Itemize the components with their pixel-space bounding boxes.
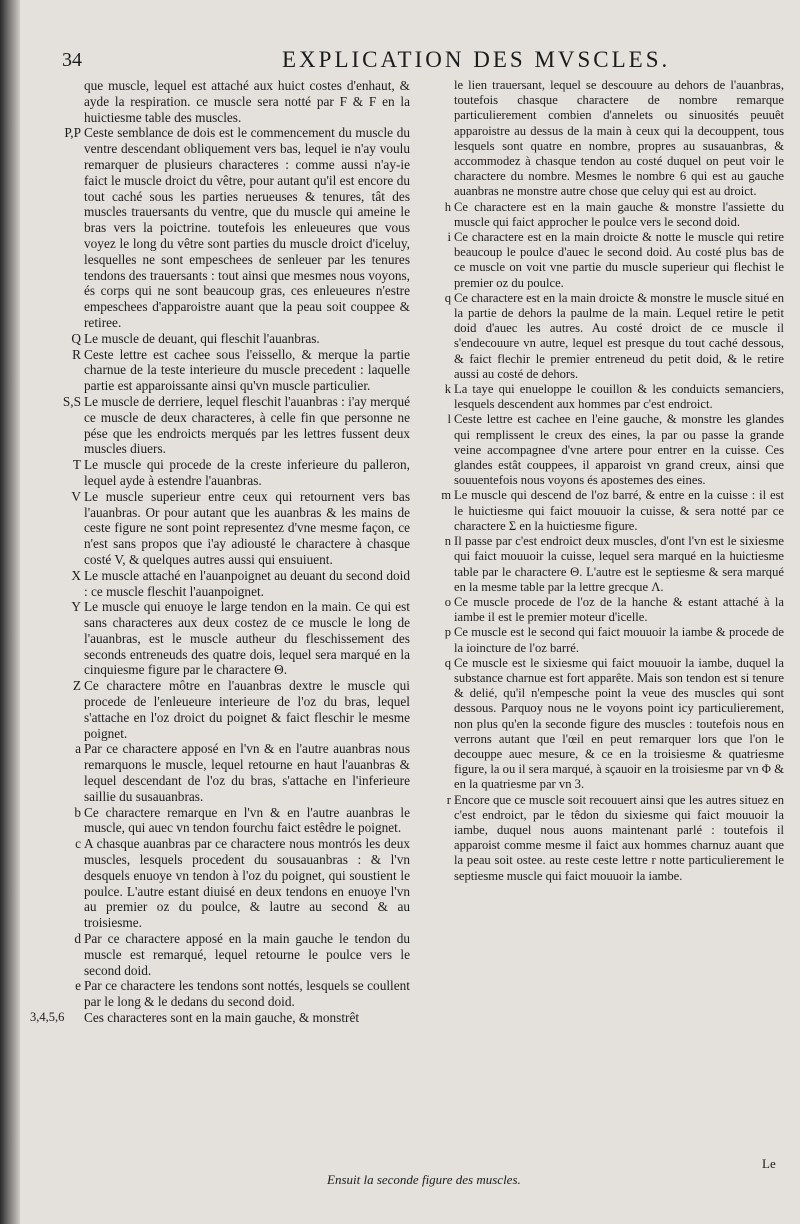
legend-entry — [422, 230, 784, 291]
entry-text: Le muscle qui enuoye le large tendon en la main. Ce qui est sans characteres aux deux costez de ce muscle le long de l'auanbras, est le muscle autheur du fleschissement des seconds entreneuds des quatre dois, lequel sera marqué en la cinquiesme figure par le charactere Θ. — [84, 599, 410, 678]
entry-marker: c — [75, 836, 81, 852]
entry-text: A chasque auanbras par ce charactere nous montrós les deux muscles, lesquels procedent du sousauanbras : & l'vn desquels enuoye vn tendon à l'oz du poignet, qui soustient le poulce. L'autre estant diuisé en deux tendons en enuoye l'vn au premier oz du poulce, & lautre au second & au troisiesme. — [84, 836, 410, 931]
entry-text: le lien trauersant, lequel se descouure au dehors de l'auanbras, toutefois chasque charactere de nombre remarque particulierement combien d'annelets ou sinuosités peuuêt apparoistre au dessus de la main à ceux qui la decouppent, tous lesquels sont quatre en nombre, propres au susauanbras, & accommodez à chasque tendon au costé duquel on peut voir le charactere du nombre. Mesmes le nombre 6 qui est au gauche auanbras ne monstre autre chose que celuy qui est au droict. — [454, 78, 784, 199]
legend-entry — [422, 793, 784, 884]
entry-text: Ce charactere est en la main gauche & monstre l'assiette du muscle qui faict approcher le poulce vers le second doid. — [454, 199, 784, 229]
legend-entry — [30, 347, 410, 394]
legend-entry — [422, 488, 784, 534]
legend-entry — [30, 599, 410, 678]
legend-entry — [422, 595, 784, 625]
entry-marker: q — [444, 655, 451, 670]
entry-text: Le muscle de derriere, lequel fleschit l'auanbras : i'ay merqué ce muscle de deux characteres, à celle fin que personne ne pése que les endroicts merqués par les lettres fussent deux muscles diuers. — [84, 393, 410, 457]
entry-marker: m — [441, 488, 451, 503]
legend-entry — [30, 331, 410, 347]
entry-marker — [422, 78, 454, 200]
page-header — [20, 47, 800, 77]
entry-marker: l — [447, 412, 451, 427]
entry-text: Le muscle qui procede de la creste inferieure du palleron, lequel ayde à estendre l'auanbras. — [84, 457, 410, 488]
entry-text: Ces characteres sont en la main gauche, & monstrêt — [84, 1010, 360, 1026]
entry-text: Ce muscle est le sixiesme qui faict mouuoir la iambe, duquel la substance charnue est fort apparête. Mais son tendon est si tenure & delié, qu'il n'empesche point la veue des muscles qui sont dessous. Parquoy nous ne le voyons point icy particulierement, non plus qu'en la seconde figure des muscles : toutefois nous en verrons autant que l'œil en peut remarquer lors que l'on le decouppe auec mesure, & ce en la troisiesme & quatriesme figure, la ou il sera marqué, à sçauoir en la troisiesme par vn Φ & en la quatriesme par vn 3. — [454, 655, 784, 792]
running-title: EXPLICATION DES MVSCLES. — [282, 47, 671, 72]
legend-entry — [30, 489, 410, 568]
entry-text: Ce charactere môtre en l'auanbras dextre le muscle qui procede de l'enleueure interieure de l'oz du bras, lequel s'attache en l'oz droict du poignet & faict fleschir le mesme poignet. — [84, 678, 410, 741]
entry-marker: 3,4,5,6 — [30, 1010, 65, 1025]
legend-entry — [422, 656, 784, 793]
entry-marker: e — [75, 978, 81, 994]
legend-entry — [422, 291, 784, 382]
entry-text: Ce muscle procede de l'oz de la hanche & estant attaché à la iambe il est le premier moteur d'icelle. — [454, 594, 784, 625]
entry-marker: T — [72, 457, 81, 473]
entry-marker: X — [71, 567, 81, 583]
entry-marker: Q — [71, 330, 81, 346]
legend-entry — [422, 625, 784, 655]
entry-marker: p — [444, 625, 451, 640]
legend-entry — [422, 534, 784, 595]
legend-entry — [30, 836, 410, 931]
entry-text: Encore que ce muscle soit recouuert ainsi que les autres situez en c'est endroict, par le têdon du sixiesme qui faict mouuoir la iambe, duquel nous auons maintenant parlé : toutefois il apparoist comme mesme il faict aux hommes charnuz auant que la peau soit ostee. au reste ceste lettre r notte particulierement le septiesme muscle qui faict mouuoir la iambe. — [454, 792, 784, 883]
entry-text: La taye qui enueloppe le couillon & les conduicts semanciers, lesquels descendent aux hommes par c'est endroict. — [454, 382, 784, 412]
legend-entry — [422, 200, 784, 230]
entry-text: Ceste semblance de dois est le commencement du muscle du ventre descendant obliquement vers bas, lequel ie n'ay voulu remarquer de plusieurs characteres : comme aussi n'ay-ie faict le muscle droict du vêtre, pour autant qu'il est encore du tout caché sous les parties nerueuses & tenures, tât des muscles trauersants du ventre, que du muscle qui ameine le bras vers la poictrine. toutefois les enleueures que vous voyez le long du vêtre sont parties du muscle droict d'iceluy, lesquelles ne sont empeschees de senleuer par les tenures tendons des trauersants : tout ainsi que mesmes nous voyons, és corps qui ne sont beaucoup gras, ces enleueures n'estre empeschees d'apparoistre auant que la peau soit couppee & retiree. — [84, 125, 410, 330]
entry-marker: R — [72, 346, 81, 362]
entry-text: que muscle, lequel est attaché aux huict costes d'enhaut, & ayde la respiration. ce muscle sera notté par F & F en la huictiesme table des muscles. — [84, 78, 410, 125]
entry-marker: o — [444, 594, 451, 609]
legend-entry — [30, 568, 410, 600]
entry-text: Il passe par c'est endroict deux muscles, d'ont l'vn est le sixiesme qui faict mouuoir la cuisse, lequel sera marqué en la huictiesme table par le charactere Θ. L'autre est le septiesme & sera marqué en la mesme table par la lettre grecque Λ. — [454, 534, 784, 594]
legend-entry — [30, 931, 410, 978]
entry-text: Ceste lettre est cachee sous l'eissello, & merque la partie charnue de la teste interieure du muscle precedent : laquelle partie est apparoissante ainsi qu'vn muscle particulier. — [84, 346, 410, 394]
entry-marker: k — [444, 382, 451, 397]
entry-marker: r — [446, 792, 451, 807]
left-column — [30, 78, 410, 1026]
entry-marker: d — [74, 931, 81, 947]
entry-marker: V — [71, 488, 81, 504]
legend-entry — [422, 78, 784, 200]
entry-text: Ceste lettre est cachee en l'eine gauche, & monstre les glandes qui remplissent le creux des eines, la par ou passe la grande veine accompagnee d'vne artere pour entrer en la cuisse. Ces glandes estât couppees, il apparoist vn grand creux, ainsi que souuentefois nous voyons és apostemes des eines. — [454, 412, 784, 488]
entry-marker: Z — [72, 678, 81, 694]
entry-text: Ce muscle est le second qui faict mouuoir la iambe & procede de la ioincture de l'oz barré. — [454, 625, 784, 655]
legend-entry — [422, 382, 784, 412]
legend-entry — [30, 678, 410, 741]
entry-marker: q — [444, 290, 451, 305]
entry-text: Par ce charactere les tendons sont nottés, lesquels se coullent par le long & le dedans du second doid. — [84, 978, 410, 1010]
legend-entry — [30, 457, 410, 489]
legend-entry — [30, 741, 410, 804]
catchword: Le — [762, 1156, 776, 1171]
legend-entry — [30, 394, 410, 457]
entry-marker: h — [444, 199, 451, 214]
entry-text: Le muscle de deuant, qui fleschit l'auanbras. — [84, 330, 320, 346]
entry-marker: i — [447, 230, 451, 245]
footer-note: Ensuit la seconde figure des muscles. — [327, 1172, 521, 1187]
legend-entry — [30, 1010, 410, 1026]
entry-marker: b — [74, 804, 81, 820]
entry-text: Ce charactere est en la main droicte & monstre le muscle situé en la partie de dehors la paulme de la main. Lequel retire le petit doid d'auec les autres. Au costé droict de ce muscle il s'endecouure vn autre, lequel est presque du tout caché dessous, & faict flechir le premier entreneud du petit doid, & le retire aussi au costé de dehors. — [454, 290, 784, 381]
entry-text: Le muscle attaché en l'auanpoignet au deuant du second doid : ce muscle fleschit l'auanpoignet. — [84, 567, 410, 599]
entry-text: Ce charactere remarque en l'vn & en l'autre auanbras le muscle, qui auec vn tendon fourchu faict estêdre le poignet. — [84, 804, 410, 836]
legend-entry — [30, 125, 410, 330]
legend-entry — [30, 78, 410, 125]
entry-text: Le muscle qui descend de l'oz barré, & entre en la cuisse : il est le huictiesme qui faict mouuoir la cuisse, & sera notté par ce charactere Σ en la huictiesme figure. — [454, 488, 784, 533]
right-column — [422, 78, 784, 884]
entry-text: Le muscle superieur entre ceux qui retournent vers bas l'auanbras. Or pour autant que les auanbras & les mains de ceste figure ne sont point representez d'vne mesme façon, ce n'est sans propos que i'ay adiousté le charactere à chasque costé V, & quelques autres aussi qui ensuiuent. — [84, 488, 410, 567]
entry-marker: n — [444, 534, 451, 549]
legend-entry — [30, 805, 410, 837]
entry-marker: a — [75, 741, 81, 757]
entry-text: Ce charactere est en la main droicte & notte le muscle qui retire beaucoup le poulce d'auec le second doid. Au costé plus bas de ce muscle on voit vne partie du muscle superieur qui flechist le premier oz du poulce. — [454, 230, 784, 290]
legend-entry — [422, 412, 784, 488]
entry-marker — [30, 78, 84, 125]
entry-marker: Y — [71, 599, 81, 615]
entry-text: Par ce charactere apposé en l'vn & en l'autre auanbras nous remarquons le muscle, lequel retourne en haut l'auanbras & lequel descendant de l'oz du bras, s'attache en l'inferieure saillie du susauanbras. — [84, 741, 410, 804]
entry-marker: P,P — [64, 125, 81, 141]
legend-entry — [30, 978, 410, 1010]
entry-text: Par ce charactere apposé en la main gauche le tendon du muscle est remarqué, lequel retourne le poulce vers le second doid. — [84, 931, 410, 978]
entry-marker: S,S — [62, 393, 81, 409]
page-number: 34 — [62, 49, 82, 71]
book-binding-shadow — [0, 0, 20, 1224]
